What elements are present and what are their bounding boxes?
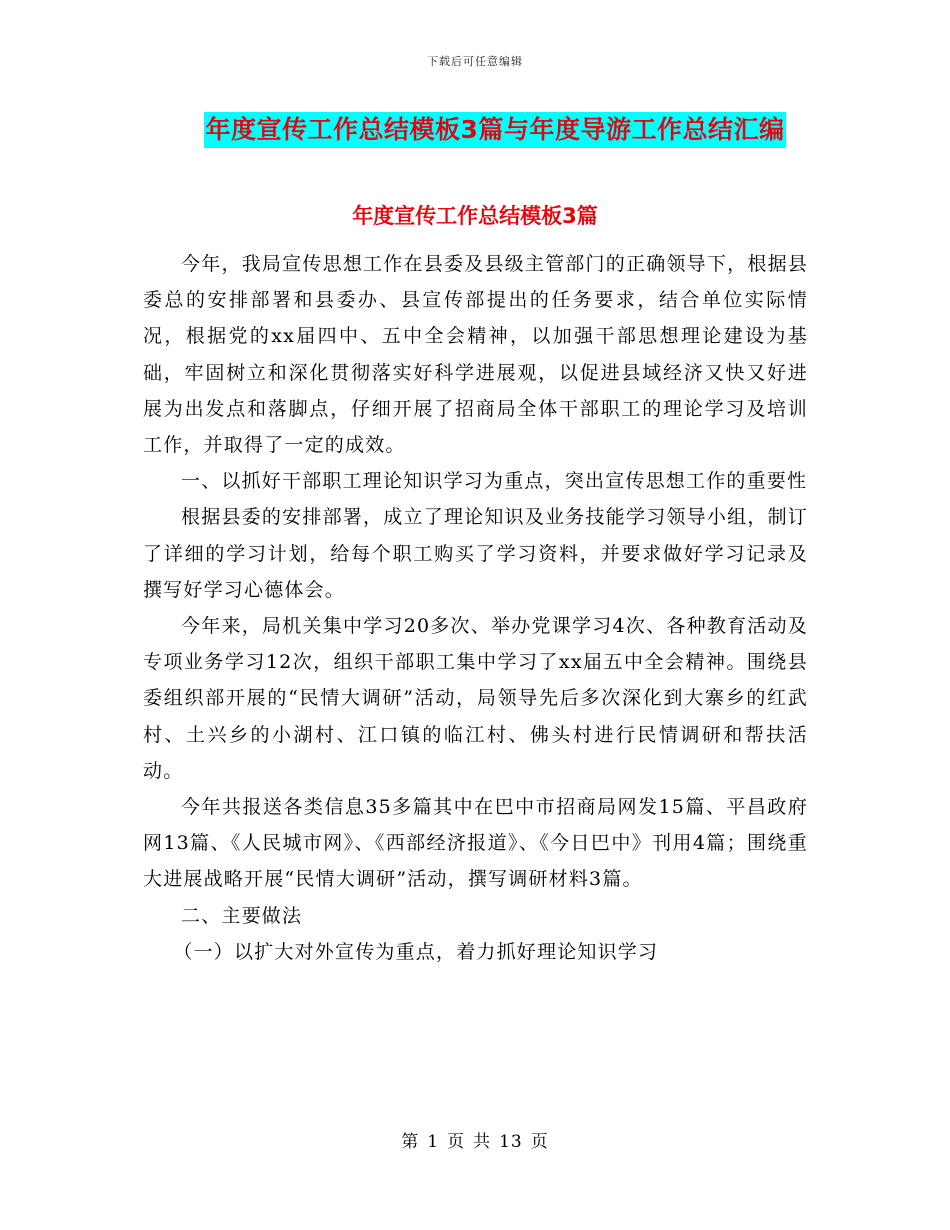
footer-page-label: 页 [447, 1132, 466, 1152]
paragraph: 今年来，局机关集中学习20多次、举办党课学习4次、各种教育活动及专项业务学习12次，组织干部职工集中学习了xx届五中全会精神。围绕县委组织部开展的“民情大调研”活动，局领导先后多次深化到大寨乡的红武村、土兴乡的小湖村、江口镇的临江村、佛头村进行民情调研和帮扶活动。 [143, 615, 808, 782]
section-title: 年度宣传工作总结模板3篇 [352, 204, 598, 228]
page-footer [0, 1127, 950, 1152]
paragraph-subheading-1: （一）以扩大对外宣传为重点，着力抓好理论知识学习 [173, 940, 659, 963]
paragraph-heading-1: 一、以抓好干部职工理论知识学习为重点，突出宣传思想工作的重要性 [181, 470, 808, 493]
header-note: 下载后可任意编辑 [427, 55, 523, 68]
paragraph-heading-2: 二、主要做法 [181, 904, 303, 927]
paragraph-intro: 今年，我局宣传思想工作在县委及县级主管部门的正确领导下，根据县委总的安排部署和县委办、县宣传部提出的任务要求，结合单位实际情况，根据党的xx届四中、五中全会精神，以加强干部思想理论建设为基础，牢固树立和深化贯彻落实好科学进展观，以促进县域经济又快又好进展为出发点和落脚点，仔细开展了招商局全体干部职工的理论学习及培训工作，并取得了一定的成效。 [143, 253, 808, 457]
footer-total-label: 共 [473, 1132, 492, 1152]
document-title: 年度宣传工作总结模板3篇与年度导游工作总结汇编 [204, 112, 787, 148]
body-text [143, 246, 808, 970]
footer-current-page: 1 [427, 1132, 440, 1152]
footer-total-pages: 13 [499, 1132, 523, 1152]
footer-prefix: 第 [401, 1132, 420, 1152]
footer-suffix: 页 [530, 1132, 549, 1152]
paragraph: 今年共报送各类信息35多篇其中在巴中市招商局网发15篇、平昌政府网13篇、《人民城市网》、《西部经济报道》、《今日巴中》刊用4篇；围绕重大进展战略开展“民情大调研”活动，撰写调研材料3篇。 [143, 796, 808, 891]
paragraph: 根据县委的安排部署，成立了理论知识及业务技能学习领导小组，制订了详细的学习计划，给每个职工购买了学习资料，并要求做好学习记录及撰写好学习心德体会。 [143, 506, 808, 601]
document-title-container [0, 112, 950, 148]
